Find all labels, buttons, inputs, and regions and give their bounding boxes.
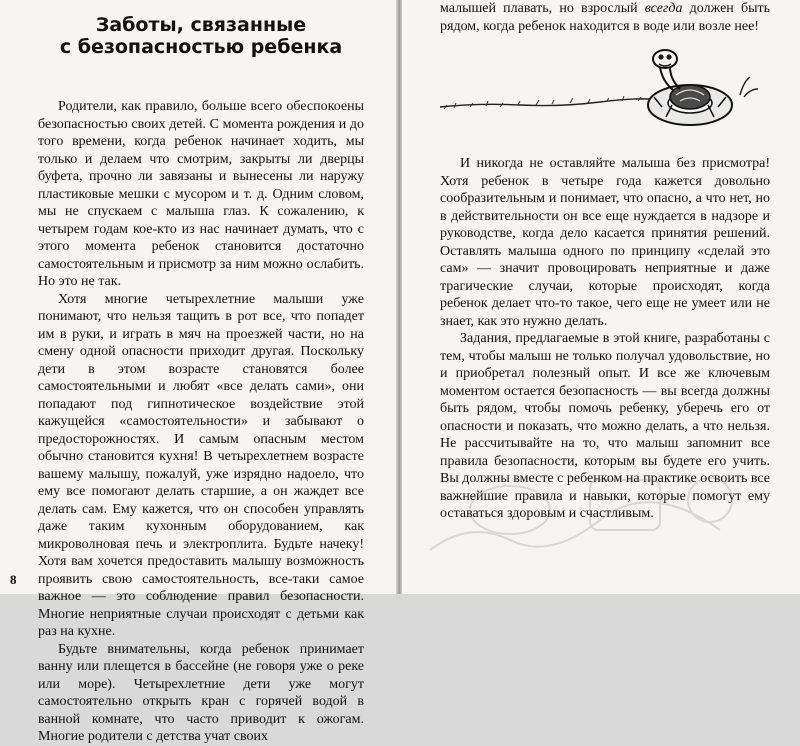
left-body	[38, 98, 364, 746]
turtle-swim-ring-icon	[440, 45, 770, 145]
chapter-heading	[38, 14, 364, 58]
paragraph: И никогда не оставляйте малыша без присмотра! Хотя ребенок в четыре года кажется довольно сообразительным и понимает, что опасно, а что нет, но в действительности он все еще нуждается в надзоре и руководстве, когда дело касается принятия решений. Оставлять малыша одного по принципу «сделай это сам» — значит провоцировать неприятные и даже трагические случаи, которые происходят, когда ребенок делает что-то такое, чего еще не умеет или не знает, как это нужно делать.	[440, 156, 770, 329]
paragraph: Родители, как правило, больше всего обеспокоены безопасностью своих детей. С момента рождения и до того времени, когда ребенок начинает ходить, мы только и делаем что смотрим, закрыты ли дверцы буфета, прочно ли завязаны и вынесены ли наружу пластиковые мешки с мусором и т. д. Одним словом, мы не спускаем с малыша глаз. К сожалению, к четырем годам кое-кто из нас начинает думать, что с этого момента ребенок становится достаточно самостоятельным и присмотр за ним можно ослабить. Но это не так.	[38, 99, 364, 289]
paragraph: Задания, предлагаемые в этой книге, разработаны с тем, чтобы малыш не только получал удовольствие, но и приобретал полезный опыт. И все же ключевым моментом остается безопасность — вы всегда должны быть рядом, чтобы помочь ребенку, уберечь его от опасности и показать, что можно делать, а что нельзя. Не рассчитывайте на то, что малыш запомнит все правила безопасности, которым вы будете его учить. Вы должны вместе с ребенком на практике освоить все важнейшие правила и навыки, которые помогут ему оставаться здоровым и счастливым.	[440, 331, 770, 521]
heading-line-2: с безопасностью ребенка	[59, 36, 343, 58]
paragraph: Хотя многие четырехлетние малыши уже понимают, что нельзя тащить в рот все, что попадет им в руки, и играть в мяч на проезжей части, но на смену одной опасности приходит другая. Поскольку дети в этом возрасте становятся более самостоятельными и любят «все делать сами», они попадают под гипнотическое воздействие этой кажущейся «самостоятельности» и забывают о предосторожностях. И самым опасным местом обычно становится кухня! В четырехлетнем возрасте вашему малышу, пожалуй, уже изрядно надоело, что ему все помогают делать старшие, а он жаждет все делать сам. Ему кажется, что он способен управлять даже таким кухонным оборудованием, как микроволновая печь и электроплита. Будьте начеку! Хотя вам хочется предоставить малышу возможность проявить свою самостоятельность, все-таки самое важное — это соблюдение правил безопасности. Многие неприятные случаи происходят с детьми как раз на кухне.	[38, 291, 364, 639]
continuation-start: малышей плавать, но взрослый	[440, 1, 645, 16]
continuation-end: должен быть рядом, когда ребенок находится в воде или возле нее!	[440, 1, 770, 34]
continuation-text	[440, 0, 770, 35]
page-number: 8	[10, 572, 17, 587]
heading-line-1: Заботы, связанные	[95, 14, 307, 36]
faded-sketch-icon	[420, 430, 760, 580]
emphasis-word: всегда	[644, 1, 683, 16]
turtle-illustration	[440, 45, 770, 145]
left-page	[0, 0, 398, 744]
left-text-column	[38, 0, 364, 746]
continuation-paragraph	[440, 0, 770, 35]
right-page	[402, 0, 800, 594]
paragraph: Будьте внимательны, когда ребенок принимает ванну или плещется в бассейне (не говоря уже о реке или море). Четырехлетние дети уже могут самостоятельно открыть кран с горячей водой в ванной комнате, что часто приводит к ожогам. Многие родители с детства учат своих	[38, 641, 364, 744]
